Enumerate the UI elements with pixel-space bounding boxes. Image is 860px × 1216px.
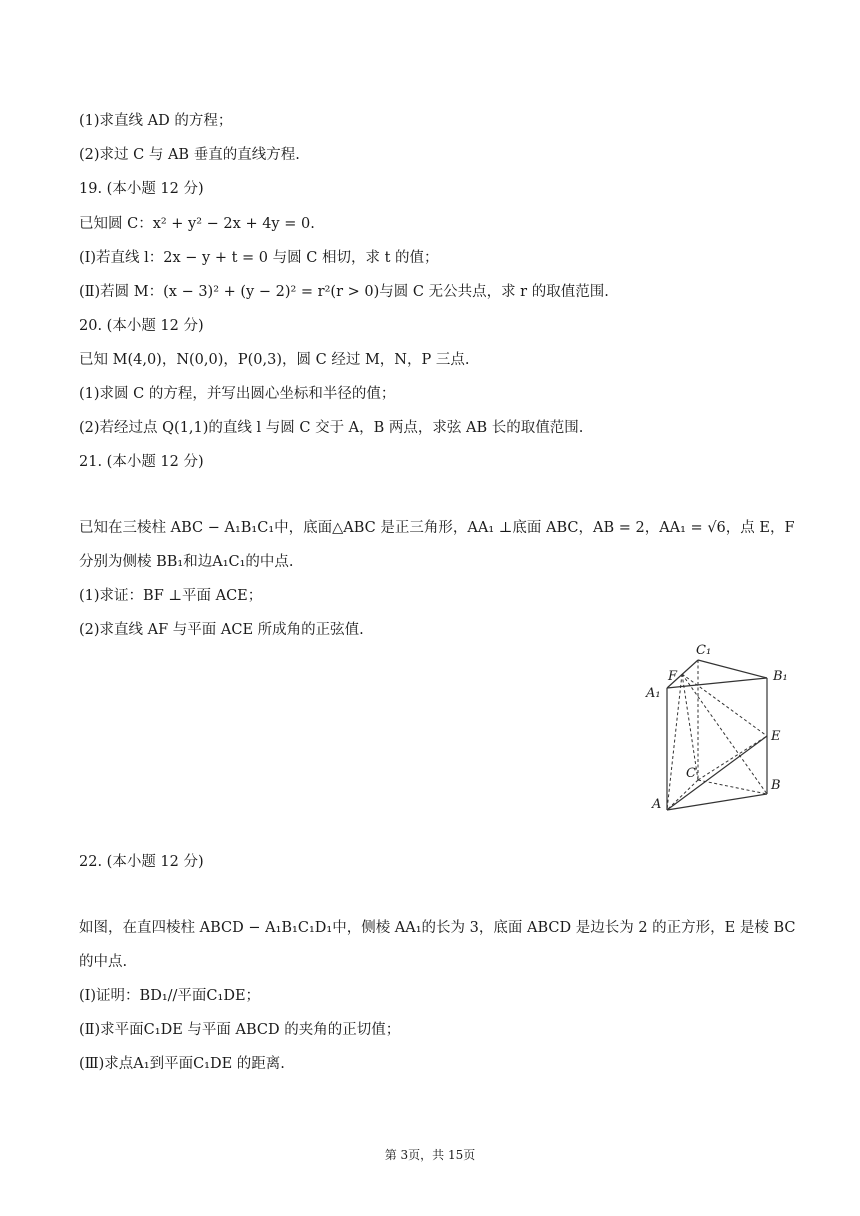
question-20-part-2: (2)若经过点 Q(1,1)的直线 l 与圆 C 交于 A，B 两点，求弦 AB 长的取值范围. xyxy=(79,420,584,436)
question-20-stem: 已知 M(4,0)，N(0,0)，P(0,3)，圆 C 经过 M，N，P 三点. xyxy=(79,352,470,368)
label-c: C xyxy=(686,766,696,781)
page-footer: 第 3页，共 15页 xyxy=(384,1148,476,1162)
label-b1: B₁ xyxy=(773,669,788,684)
label-f: F xyxy=(668,669,678,684)
question-18-part-1: (1)求直线 AD 的方程； xyxy=(79,113,233,129)
question-20-heading: 20. (本小题 12 分) xyxy=(79,318,204,334)
label-b: B xyxy=(771,778,781,793)
triangular-prism-figure xyxy=(640,640,810,820)
question-19-part-2: (Ⅱ)若圆 M：(x − 3)² + (y − 2)² = r²(r > 0)与圆 C 无公共点，求 r 的取值范围. xyxy=(79,284,609,300)
question-21-stem-line-2: 分别为侧棱 BB₁和边A₁C₁的中点. xyxy=(79,554,294,570)
question-22-heading: 22. (本小题 12 分) xyxy=(79,854,204,870)
label-a1: A₁ xyxy=(646,686,661,701)
question-22-stem-line-2: 的中点. xyxy=(79,954,128,970)
question-21-heading: 21. (本小题 12 分) xyxy=(79,454,204,470)
question-22-part-2: (Ⅱ)求平面C₁DE 与平面 ABCD 的夹角的正切值； xyxy=(79,1022,401,1038)
question-21-stem-line-1: 已知在三棱柱 ABC − A₁B₁C₁中，底面△ABC 是正三角形，AA₁ ⊥底面 ABC，AB = 2，AA₁ = √6，点 E，F xyxy=(79,520,795,536)
question-22-part-1: (Ⅰ)证明：BD₁//平面C₁DE； xyxy=(79,988,261,1004)
question-19-heading: 19. (本小题 12 分) xyxy=(79,181,204,197)
question-22-stem-line-1: 如图，在直四棱柱 ABCD − A₁B₁C₁D₁中，侧棱 AA₁的长为 3，底面 ABCD 是边长为 2 的正方形，E 是棱 BC xyxy=(79,920,796,936)
label-e: E xyxy=(771,729,781,744)
question-19-part-1: (Ⅰ)若直线 l：2x − y + t = 0 与圆 C 相切，求 t 的值； xyxy=(79,250,439,266)
question-19-stem: 已知圆 C：x² + y² − 2x + 4y = 0. xyxy=(79,216,315,232)
question-22-part-3: (Ⅲ)求点A₁到平面C₁DE 的距离. xyxy=(79,1056,285,1072)
question-21-part-2: (2)求直线 AF 与平面 ACE 所成角的正弦值. xyxy=(79,622,364,638)
label-a: A xyxy=(652,797,662,812)
question-20-part-1: (1)求圆 C 的方程，并写出圆心坐标和半径的值； xyxy=(79,386,396,402)
question-18-part-2: (2)求过 C 与 AB 垂直的直线方程. xyxy=(79,147,300,163)
label-c1: C₁ xyxy=(696,643,712,658)
question-21-part-1: (1)求证：BF ⊥平面 ACE； xyxy=(79,588,263,604)
